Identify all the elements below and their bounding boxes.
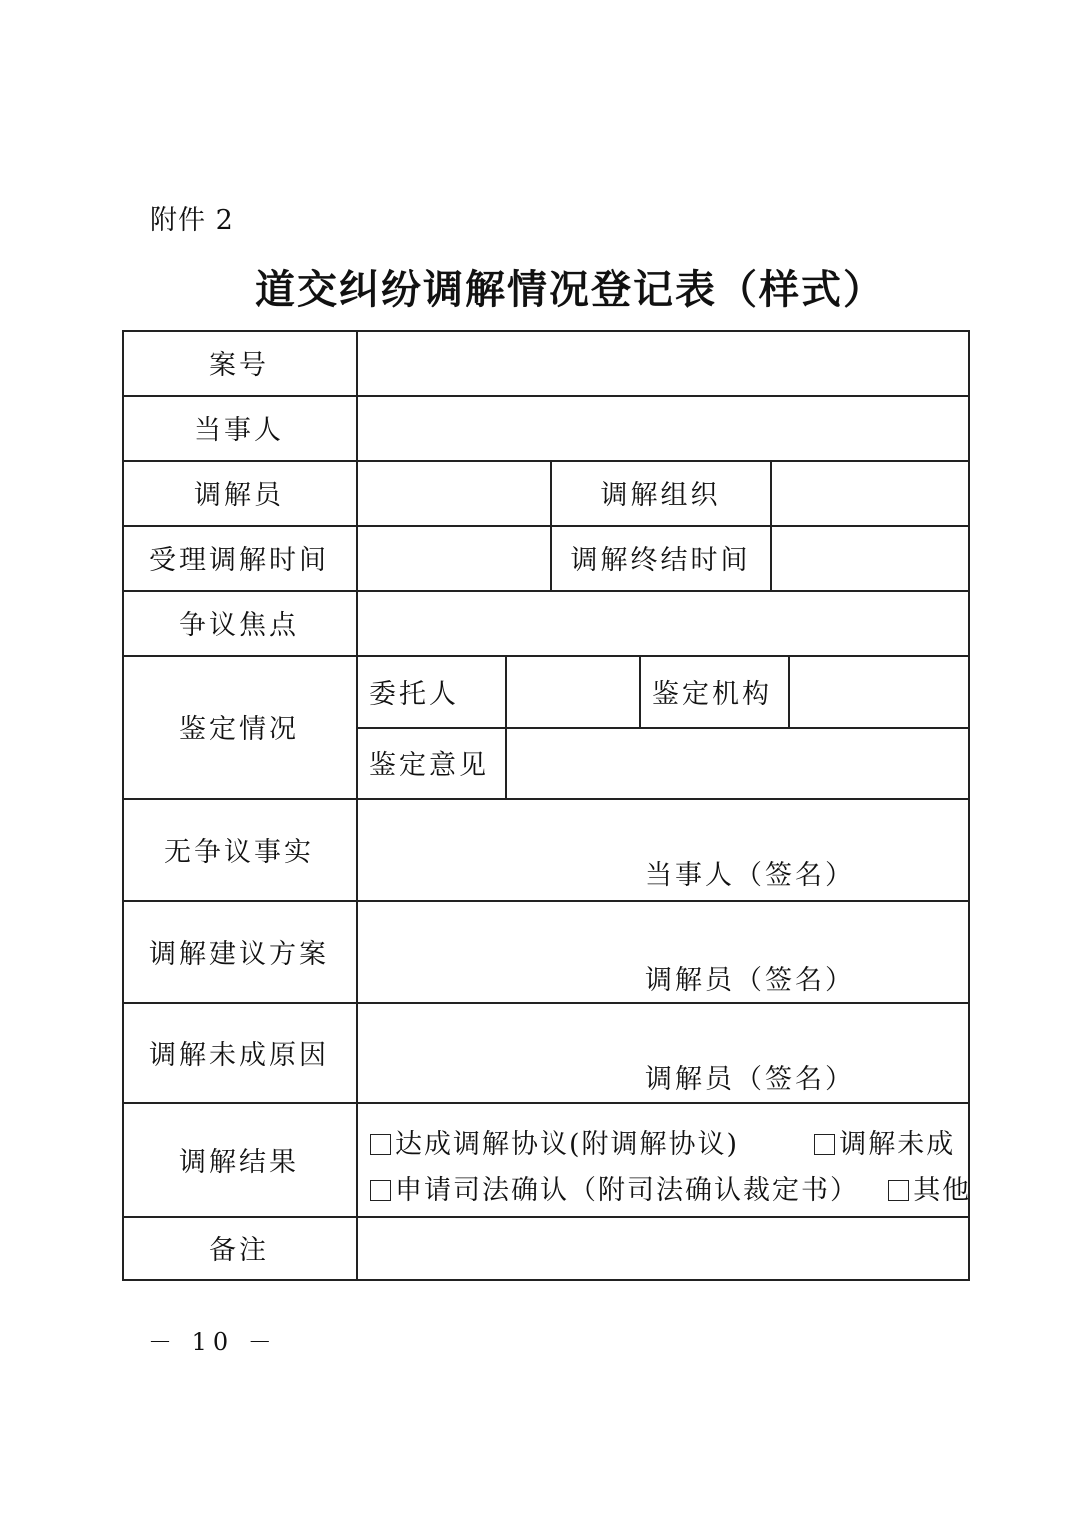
case-number-field[interactable] bbox=[357, 330, 968, 395]
accept-time-field[interactable] bbox=[357, 525, 550, 590]
end-time-field[interactable] bbox=[771, 525, 968, 590]
mediator-label: 调解员 bbox=[194, 480, 284, 511]
mediator-field[interactable] bbox=[357, 460, 550, 525]
result-line-2 bbox=[370, 1168, 971, 1207]
undisputed-facts-label: 无争议事实 bbox=[164, 836, 314, 868]
mediator-signature-label: 调解员（签名） bbox=[645, 965, 855, 996]
result-line-1 bbox=[370, 1122, 955, 1161]
checkbox-icon[interactable] bbox=[370, 1134, 391, 1155]
opinion-label: 鉴定意见 bbox=[369, 750, 489, 781]
checkbox-icon[interactable] bbox=[370, 1180, 391, 1201]
party-field[interactable] bbox=[357, 395, 968, 460]
result-option-judicial[interactable]: 申请司法确认（附司法确认裁定书） bbox=[370, 1175, 859, 1206]
form-title: 道交纠纷调解情况登记表（样式） bbox=[255, 267, 885, 313]
remarks-field[interactable] bbox=[357, 1216, 968, 1279]
dispute-focus-field[interactable] bbox=[357, 590, 968, 655]
mediation-org-field[interactable] bbox=[771, 460, 968, 525]
institution-label: 鉴定机构 bbox=[652, 678, 772, 710]
party-signature-label: 当事人（签名） bbox=[645, 860, 855, 891]
mediator-signature-label-2: 调解员（签名） bbox=[645, 1064, 855, 1095]
entrusting-party-label: 委托人 bbox=[369, 678, 459, 710]
checkbox-icon[interactable] bbox=[888, 1180, 909, 1201]
opinion-field[interactable] bbox=[506, 727, 968, 798]
accept-time-label: 受理调解时间 bbox=[149, 545, 329, 576]
end-time-label: 调解终结时间 bbox=[570, 545, 751, 576]
mediation-org-label: 调解组织 bbox=[600, 480, 721, 511]
result-option-failed[interactable]: 调解未成 bbox=[814, 1129, 955, 1160]
attachment-label: 附件 2 bbox=[150, 205, 234, 236]
result-option-other[interactable]: 其他 bbox=[888, 1175, 971, 1206]
remarks-label: 备注 bbox=[209, 1235, 269, 1266]
party-label: 当事人 bbox=[194, 415, 284, 446]
failure-reason-label: 调解未成原因 bbox=[149, 1039, 329, 1071]
case-number-label: 案号 bbox=[209, 350, 269, 381]
result-option-agreement[interactable]: 达成调解协议(附调解协议) bbox=[370, 1129, 739, 1160]
proposal-label: 调解建议方案 bbox=[149, 938, 329, 970]
dispute-focus-label: 争议焦点 bbox=[179, 610, 299, 641]
checkbox-icon[interactable] bbox=[814, 1134, 835, 1155]
entrusting-party-field[interactable] bbox=[506, 655, 639, 727]
page-number: － 10 － bbox=[148, 1328, 278, 1356]
result-label: 调解结果 bbox=[179, 1146, 299, 1178]
institution-field[interactable] bbox=[789, 655, 968, 727]
appraisal-label: 鉴定情况 bbox=[179, 714, 299, 745]
